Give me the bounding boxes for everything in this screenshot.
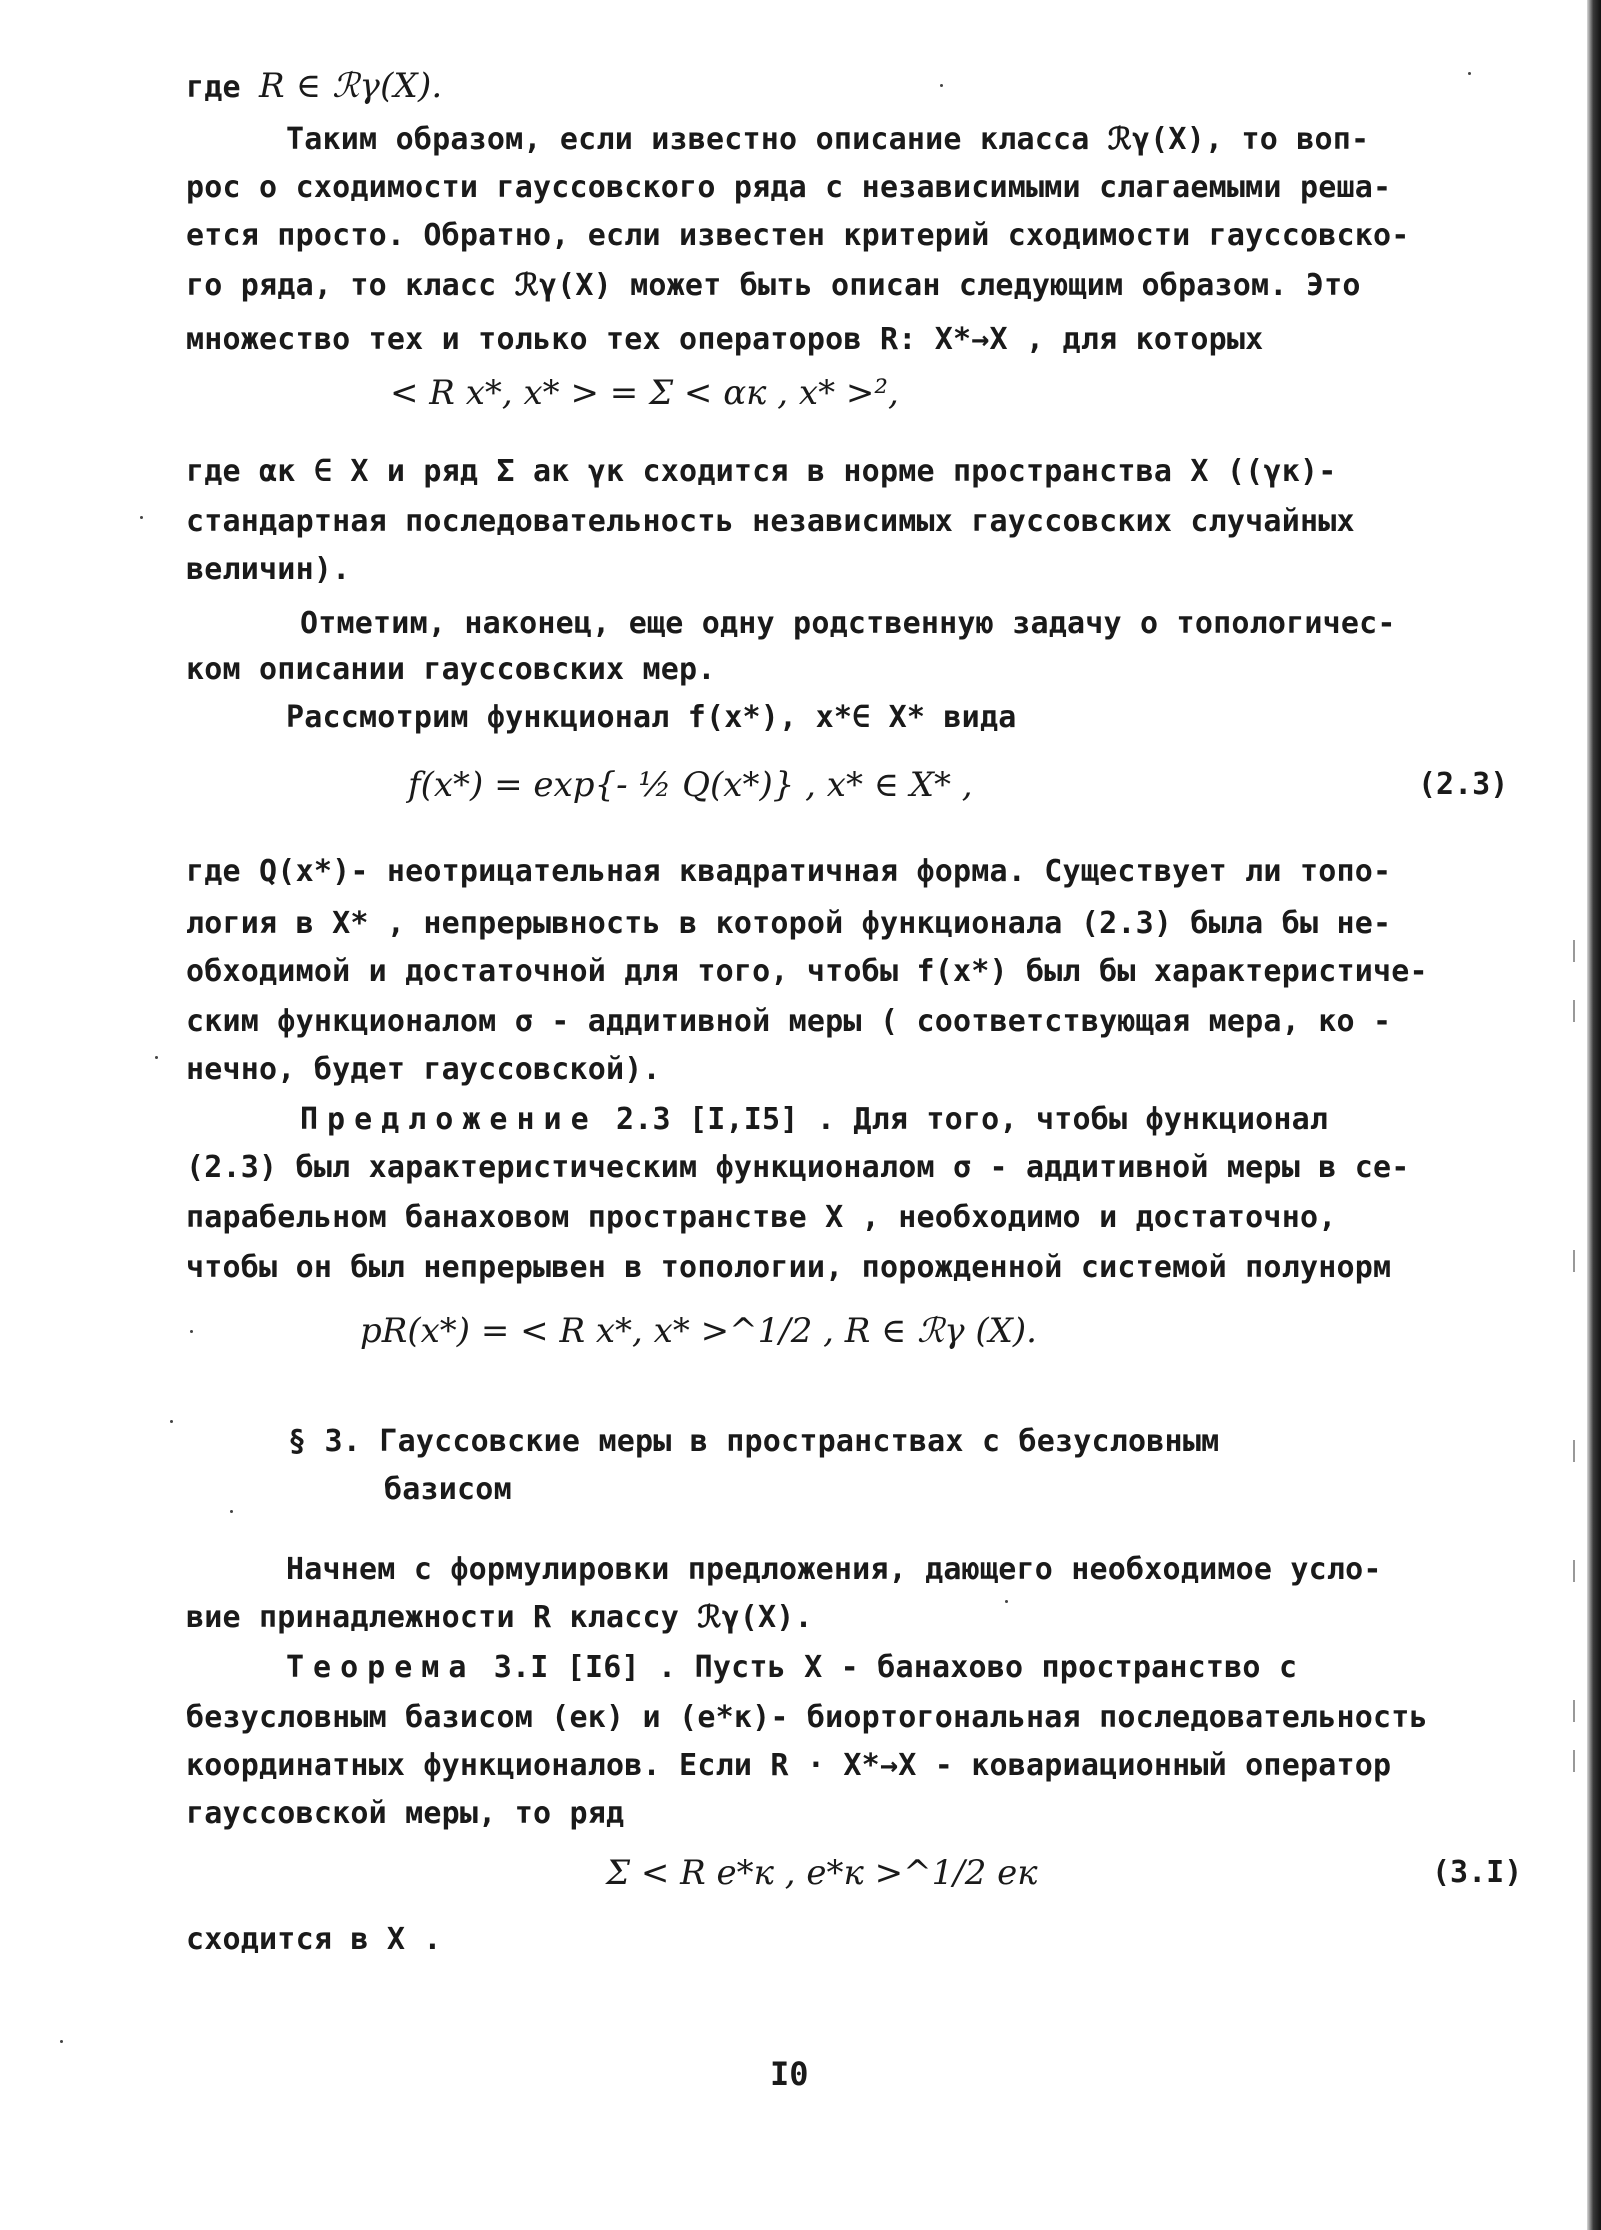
text-line-15: обходимой и достаточной для того, чтобы f(x*) был бы характеристиче-	[186, 954, 1428, 989]
scan-speck	[60, 2040, 63, 2043]
text-line-27: безусловным базисом (eк) и (e*к)- биортогональная последовательность	[186, 1700, 1428, 1735]
equation-2-3: f(x*) = exp{- ½ Q(x*)} , x* ∈ X* ,	[408, 765, 973, 805]
text-line-8: стандартная последовательность независимых гауссовских случайных	[186, 504, 1355, 539]
section-heading: § 3. Гауссовские меры в пространствах с безусловным	[288, 1424, 1220, 1459]
text-line-20: парабельном банаховом пространстве X , необходимо и достаточно,	[186, 1200, 1337, 1235]
scan-speck	[1468, 72, 1471, 75]
theorem-line: Теорема 3.I [I6] . Пусть X - банахово пространство с	[286, 1650, 1298, 1685]
text-line-5: го ряда, то класс ℛγ(X) может быть описан следующим образом. Это	[186, 268, 1361, 303]
text-line-24: Начнем с формулировки предложения, дающего необходимое усло-	[286, 1552, 1382, 1587]
text-line-12: Рассмотрим функционал f(x*), x*∈ X* вида	[286, 700, 1017, 735]
scan-speck	[155, 1056, 158, 1059]
scan-speck	[140, 516, 143, 519]
scan-speck	[170, 1420, 173, 1423]
margin-mark	[1573, 940, 1575, 962]
margin-mark	[1573, 1750, 1575, 1772]
margin-mark	[1573, 1000, 1575, 1022]
text-line-1: где R ∈ ℛγ(X).	[186, 66, 443, 106]
text-line-2: Таким образом, если известно описание класса ℛγ(X), то воп-	[286, 122, 1370, 157]
text-line-14: логия в X* , непрерывность в которой функционала (2.3) была бы не-	[186, 906, 1392, 941]
text-line-16: ским функционалом σ - аддитивной меры ( соответствующая мера, ко -	[186, 1004, 1392, 1039]
text-line-6: множество тех и только тех операторов R: X*→X , для которых	[186, 322, 1264, 357]
text-line-25: вие принадлежности R классу ℛγ(X).	[186, 1600, 813, 1635]
scan-speck	[1005, 1600, 1008, 1603]
text-line-4: ется просто. Обратно, если известен критерий сходимости гауссовско-	[186, 218, 1410, 253]
proposition-line: Предложение 2.3 [I,I5] . Для того, чтобы функционал	[300, 1102, 1329, 1137]
margin-mark	[1573, 1560, 1575, 1582]
text-line-7: где αк ∈ X и ряд Σ aк γк сходится в норме пространства X ((γк)-	[186, 454, 1337, 489]
text-line-9: величин).	[186, 552, 351, 587]
scan-speck	[940, 84, 943, 87]
margin-mark	[1573, 1440, 1575, 1462]
equation-3-1: Σ < R e*к , e*к >^1/2 eк	[606, 1853, 1038, 1893]
margin-mark	[1573, 1250, 1575, 1272]
text-line-17: нечно, будет гауссовской).	[186, 1052, 661, 1087]
proposition-label: Предложение	[300, 1102, 598, 1137]
text-line-30: сходится в X .	[186, 1922, 442, 1957]
theorem-label: Теорема	[286, 1650, 476, 1685]
page-number: I0	[770, 2055, 809, 2093]
scan-speck	[190, 1330, 193, 1333]
text-line-19: (2.3) был характеристическим функционалом σ - аддитивной меры в се-	[186, 1150, 1410, 1185]
scan-speck	[230, 1510, 233, 1513]
text-line-11: ком описании гауссовских мер.	[186, 652, 716, 687]
text-line-21: чтобы он был непрерывен в топологии, порожденной системой полунорм	[186, 1250, 1392, 1285]
margin-mark	[1573, 1700, 1575, 1722]
text-line-10: Отметим, наконец, еще одну родственную задачу о топологичес-	[300, 606, 1396, 641]
text-line-3: рос о сходимости гауссовского ряда с независимыми слагаемыми реша-	[186, 170, 1392, 205]
equation-number-3-1: (3.I)	[1432, 1855, 1523, 1890]
text-line-13: где Q(x*)- неотрицательная квадратичная форма. Существует ли топо-	[186, 854, 1392, 889]
text-line-29: гауссовской меры, то ряд	[186, 1796, 625, 1831]
section-heading-cont: базисом	[384, 1472, 512, 1507]
text-line-28: координатных функционалов. Если R · X*→X - ковариационный оператор	[186, 1748, 1392, 1783]
page-edge-shadow	[1587, 0, 1601, 2230]
equation-covariance: < R x*, x* > = Σ < αк , x* >²,	[390, 373, 899, 413]
equation-seminorm: pR(x*) = < R x*, x* >^1/2 , R ∈ ℛγ (X).	[360, 1311, 1037, 1351]
inline-formula: R ∈ ℛγ(X).	[259, 66, 443, 106]
equation-number-2-3: (2.3)	[1418, 767, 1509, 802]
